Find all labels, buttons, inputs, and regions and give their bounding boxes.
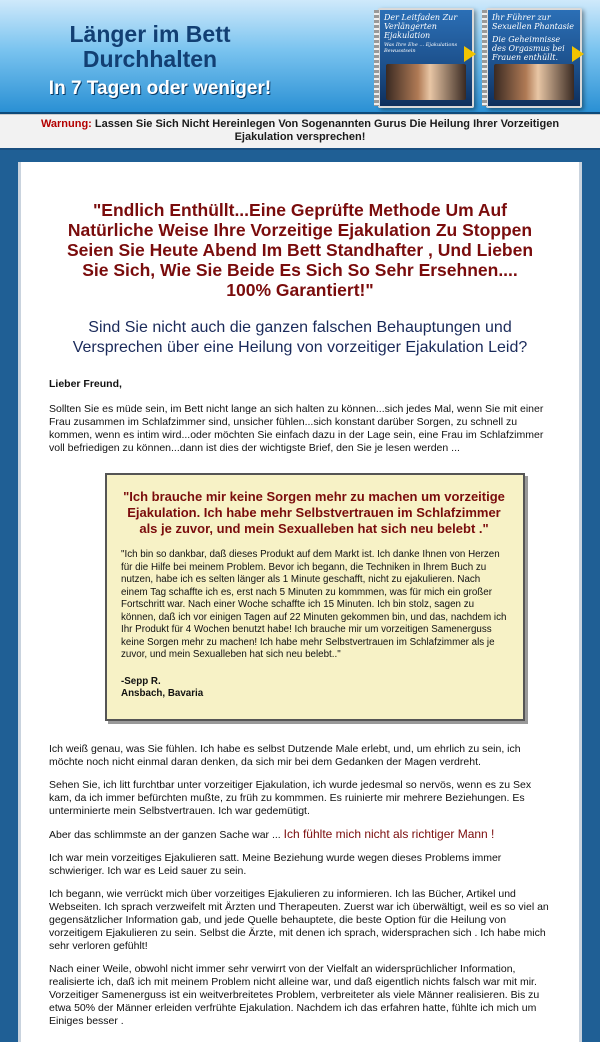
testimonial-text: "Ich bin so dankbar, daß dieses Produkt auf dem Markt ist. Ich danke Ihnen von Herzen für die Hilfe bei meinem Problem. Bevor ich begann, die Techniken in Ihrem Buch zu nutzen, habe ich es selten länger als 1 Minute geschafft, nicht zu ejakulieren. Nach einem Tag schaffte ich es, erst nach 5 Minuten zu kommmen, was für mich ein großer Fortschritt war. Nach einer Woche schaffte ich 15 Minuten. Ich bin stolz, sagen zu können, daß ich vor einigen Tagen auf 22 Minuten gekommen bin, und das, nachdem ich Ihr Produkt für 4 Wochen benutzt habe! Ich brauche mir um vorzeitigen Samenerguss keine Sorgen mehr zu machen! Ich habe mehr Selbstvertrauen im Schlafzimmer als je zuvor, und mein Sexualleben hat sich neu belebt.." — [121, 549, 507, 660]
banner-title-line2: Durchhalten — [82, 46, 218, 72]
greeting: Lieber Freund, — [49, 378, 122, 390]
testimonial-box — [105, 473, 525, 721]
body-paragraph: Nach einer Weile, obwohl nicht immer sehr verwirrt von der Vielfalt an widersprüchlicher Information, realisierte ich, daß ich mit meinem Problem nicht alleine war, und daß eigentlich nichts falsch war mit mir. Vorzeitiger Samenerguss ist ein weitverbreitetes Problem, verbreiteter als viele Männer realisieren. Bis zu etwa 50% der Männer erleiden verfrühte Ejakulation. Nachdem ich das erfahren hatte, fühlte ich mich um Einiges besser . — [49, 962, 540, 1027]
spacer — [0, 150, 600, 162]
sales-letter — [18, 162, 582, 1042]
couple-photo — [494, 64, 574, 100]
body-text: Aber das schlimmste an der ganzen Sache war ... — [49, 828, 281, 841]
main-headline: "Endlich Enthüllt...Eine Geprüfte Methode Um Auf Natürliche Weise Ihre Vorzeitige Ejakulation Zu Stoppen Seien Sie Heute Abend Im Bett Standhafter , Und Lieben Sie Sich, Wie Sie Beide Es Sich So Sehr Ersehnen.... 100% Garantiert!" — [66, 200, 534, 300]
spiral-binding — [374, 10, 379, 106]
body-paragraph: Ich war mein vorzeitiges Ejakulieren satt. Meine Beziehung wurde wegen dieses Problems immer schwieriger. Ich war es Leid sauer zu sein. — [49, 851, 502, 877]
warning-text: Lassen Sie Sich Nicht Hereinlegen Von Sogenannten Gurus Die Heilung Ihrer Vorzeitigen Ejakulation versprechen! — [94, 118, 560, 143]
testimonial-signature — [121, 676, 507, 701]
letter-body — [49, 743, 551, 1028]
ebook-cover-2-subtitle: Die Geheimnisse des Orgasmus bei Frauen enthüllt. — [492, 35, 565, 62]
ebook-cover-1-title: Der Leitfaden Zur Verlängerten Ejakulation — [384, 13, 458, 40]
sub-headline: Sind Sie nicht auch die ganzen falschen Behauptungen und Versprechen über eine Heilung von vorzeitiger Ejakulation Leid? — [72, 319, 528, 356]
testimonial-location: Ansbach, Bavaria — [121, 688, 204, 699]
testimonial-quote: "Ich brauche mir keine Sorgen mehr zu machen um vorzeitige Ejakulation. Ich habe mehr Selbstvertrauen im Schlafzimmer als je zuvor, und mein Sexualleben hat sich neu belebt ." — [123, 489, 505, 536]
intro-paragraph: Sollten Sie es müde sein, im Bett nicht lange an sich halten zu können...sich jedes Mal, wenn Sie mit einer Frau zusammen im Schlafzimmer sind, unsicher fühlen...sich konstant darüber Sorgen, zu schnell zu kommen, wenn es intim wird...oder möchten Sie einfach dazu in der Lage sein, eine Frau im Schlafzimmer voll befriedigen zu können...dann ist dies der wichtigste Brief, den Sie je lesen werden ... — [49, 403, 544, 454]
ebook-cover-1-subtitle: Was Ihre Ehe ... Ejakulations Bewusstsein — [384, 42, 458, 54]
body-paragraph-highlight — [49, 828, 551, 842]
arrow-icon — [572, 46, 584, 62]
ebook-cover-2-title: Ihr Führer zur Sexuellen Phantasie — [492, 13, 574, 31]
testimonial-author: -Sepp R. — [121, 675, 161, 687]
ebook-cover-1 — [378, 8, 474, 108]
warning-label: Warnung: — [40, 118, 92, 130]
warning-bar — [0, 114, 600, 150]
highlight-text: Ich fühlte mich nicht als richtiger Mann ! — [283, 826, 495, 841]
body-paragraph: Sehen Sie, ich litt furchtbar unter vorzeitiger Ejakulation, ich wurde jedesmal so nervös, wenn es zu Sex kam, da ich immer befürchten mußte, zu früh zu kommmen. Es ruinierte mir mehrere Beziehungen. Es unterminierte mein Selbstvertrauen. Ich war gedemütigt. — [49, 778, 532, 817]
ebook-cover-2 — [486, 8, 582, 108]
couple-photo — [386, 64, 466, 100]
arrow-icon — [464, 46, 476, 62]
banner-title-line1: Länger im Bett — [69, 21, 231, 47]
body-paragraph: Ich begann, wie verrückt mich über vorzeitiges Ejakulieren zu informieren. Ich las Bücher, Artikel und Webseiten. Ich sprach verzweifelt mit Ärzten und Therapeuten. Zuerst war ich überwältigt, weil es so viel an gegensätzlicher Information gab, und jede Quelle behauptete, die beste Option für die Heilung von vorzeitigem Ejakulieren zu sein. Selbst die Ärzte, mit denen ich sprach, widersprachen sich . Ich habe mich sehr verloren gefühlt! — [49, 887, 549, 952]
header-banner — [0, 0, 600, 114]
banner-subtitle: In 7 Tagen oder weniger! — [48, 78, 272, 99]
banner-title — [20, 22, 280, 72]
body-paragraph: Ich weiß genau, was Sie fühlen. Ich habe es selbst Dutzende Male erlebt, und, um ehrlich zu sein, ich möchte noch nicht einmal daran denken, da sich mir bei dem Gedanken der Magen verdreht. — [49, 742, 521, 768]
spiral-binding — [482, 10, 487, 106]
